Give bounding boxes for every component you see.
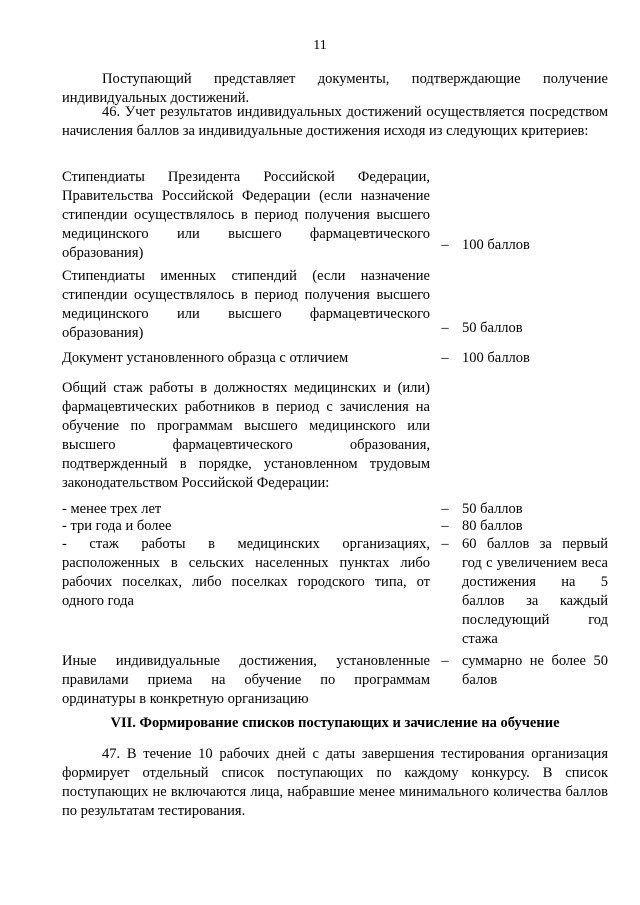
criterion-experience-3-plus: - три года и более: [62, 518, 172, 534]
criterion-dash: –: [441, 501, 449, 517]
intro-paragraph: Поступающий представляет документы, подтверждающие получение индивидуальных достижений.: [62, 71, 608, 106]
criterion-points: 50 баллов: [462, 501, 523, 517]
criterion-dash: –: [441, 320, 449, 336]
criterion-rural-experience: - стаж работы в медицинских организациях, расположенных в сельских населенных пунктах либо рабочих поселках, либо поселках городского типа, от одного года: [62, 536, 430, 609]
criterion-work-experience: Общий стаж работы в должностях медицинских и (или) фармацевтических работников в период с зачисления на обучение по программам высшего медицинского или высшего фармацевтического образования, подтвержденный в порядке, установленном трудовым законодательством Российской Федерации:: [62, 380, 430, 491]
criterion-dash: –: [441, 518, 449, 534]
page-number: 11: [313, 38, 327, 53]
criterion-points: 60 баллов за первый год с увеличением веса достижения на 5 баллов за каждый последующий год стажа: [462, 536, 608, 647]
criterion-points: суммарно не более 50 балов: [462, 653, 608, 688]
section-heading: VII. Формирование списков поступающих и зачисление на обучение: [110, 715, 560, 731]
criterion-president-scholarship: Стипендиаты Президента Российской Федерации, Правительства Российской Федерации (если назначение стипендии осуществлялось в период получения высшего медицинского или высшего фармацевтического образования): [62, 169, 430, 261]
criterion-points: 50 баллов: [462, 320, 523, 336]
criterion-points: 100 баллов: [462, 237, 530, 253]
criterion-points: 80 баллов: [462, 518, 523, 534]
criterion-experience-under-3: - менее трех лет: [62, 501, 162, 517]
paragraph-46: 46. Учет результатов индивидуальных достижений осуществляется посредством начисления баллов за индивидуальные достижения исходя из следующих критериев:: [62, 104, 608, 139]
criterion-points: 100 баллов: [462, 350, 530, 366]
criterion-named-scholarship: Стипендиаты именных стипендий (если назначение стипендии осуществлялось в период получения высшего медицинского или высшего фармацевтического образования): [62, 268, 430, 341]
criterion-dash: –: [441, 237, 449, 253]
paragraph-47: 47. В течение 10 рабочих дней с даты завершения тестирования организация формирует отдельный список поступающих по каждому конкурсу. В список поступающих не включаются лица, набравшие менее минимального количества баллов по результатам тестирования.: [62, 746, 608, 819]
criterion-other-achievements: Иные индивидуальные достижения, установленные правилами приема на обучение по программам ординатуры в конкретную организацию: [62, 653, 430, 707]
criterion-honors-diploma: Документ установленного образца с отличием: [62, 350, 349, 366]
criterion-dash: –: [441, 350, 449, 366]
criterion-dash: –: [441, 653, 449, 669]
criterion-dash: –: [441, 536, 449, 552]
